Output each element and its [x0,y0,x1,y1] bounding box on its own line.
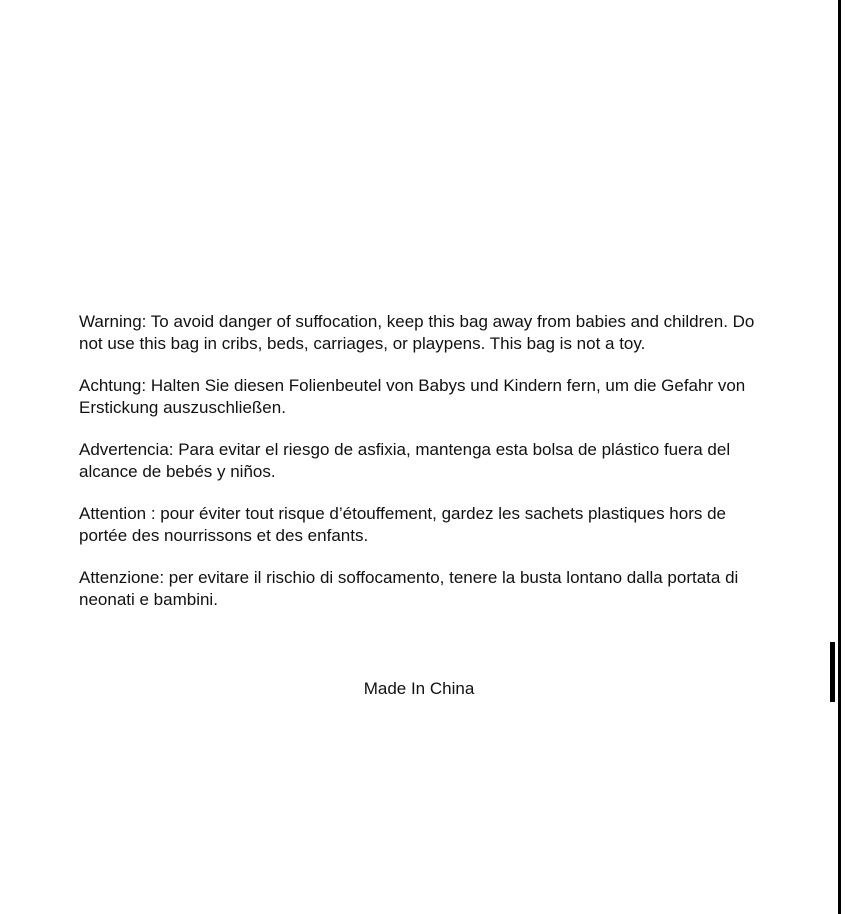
origin-label: Made In China [363,679,475,698]
warning-italian: Attenzione: per evitare il rischio di soffocamento, tenere la busta lontano dalla portata di neonati e bambini. [79,568,739,609]
warning-english: Warning: To avoid danger of suffocation, keep this bag away from babies and children. Do not use this bag in cribs, beds, carriages, or playpens. This bag is not a toy. [79,312,755,353]
warning-french: Attention : pour éviter tout risque d’étouffement, gardez les sachets plastiques hors de portée des nourrissons et des enfants. [79,504,727,545]
warning-notice [79,311,769,631]
page-edge-line [838,0,841,914]
warning-spanish: Advertencia: Para evitar el riesgo de asfixia, mantenga esta bolsa de plástico fuera del alcance de bebés y niños. [79,440,731,481]
warning-german: Achtung: Halten Sie diesen Folienbeutel von Babys und Kindern fern, um die Gefahr von Erstickung auszuschließen. [79,376,746,417]
